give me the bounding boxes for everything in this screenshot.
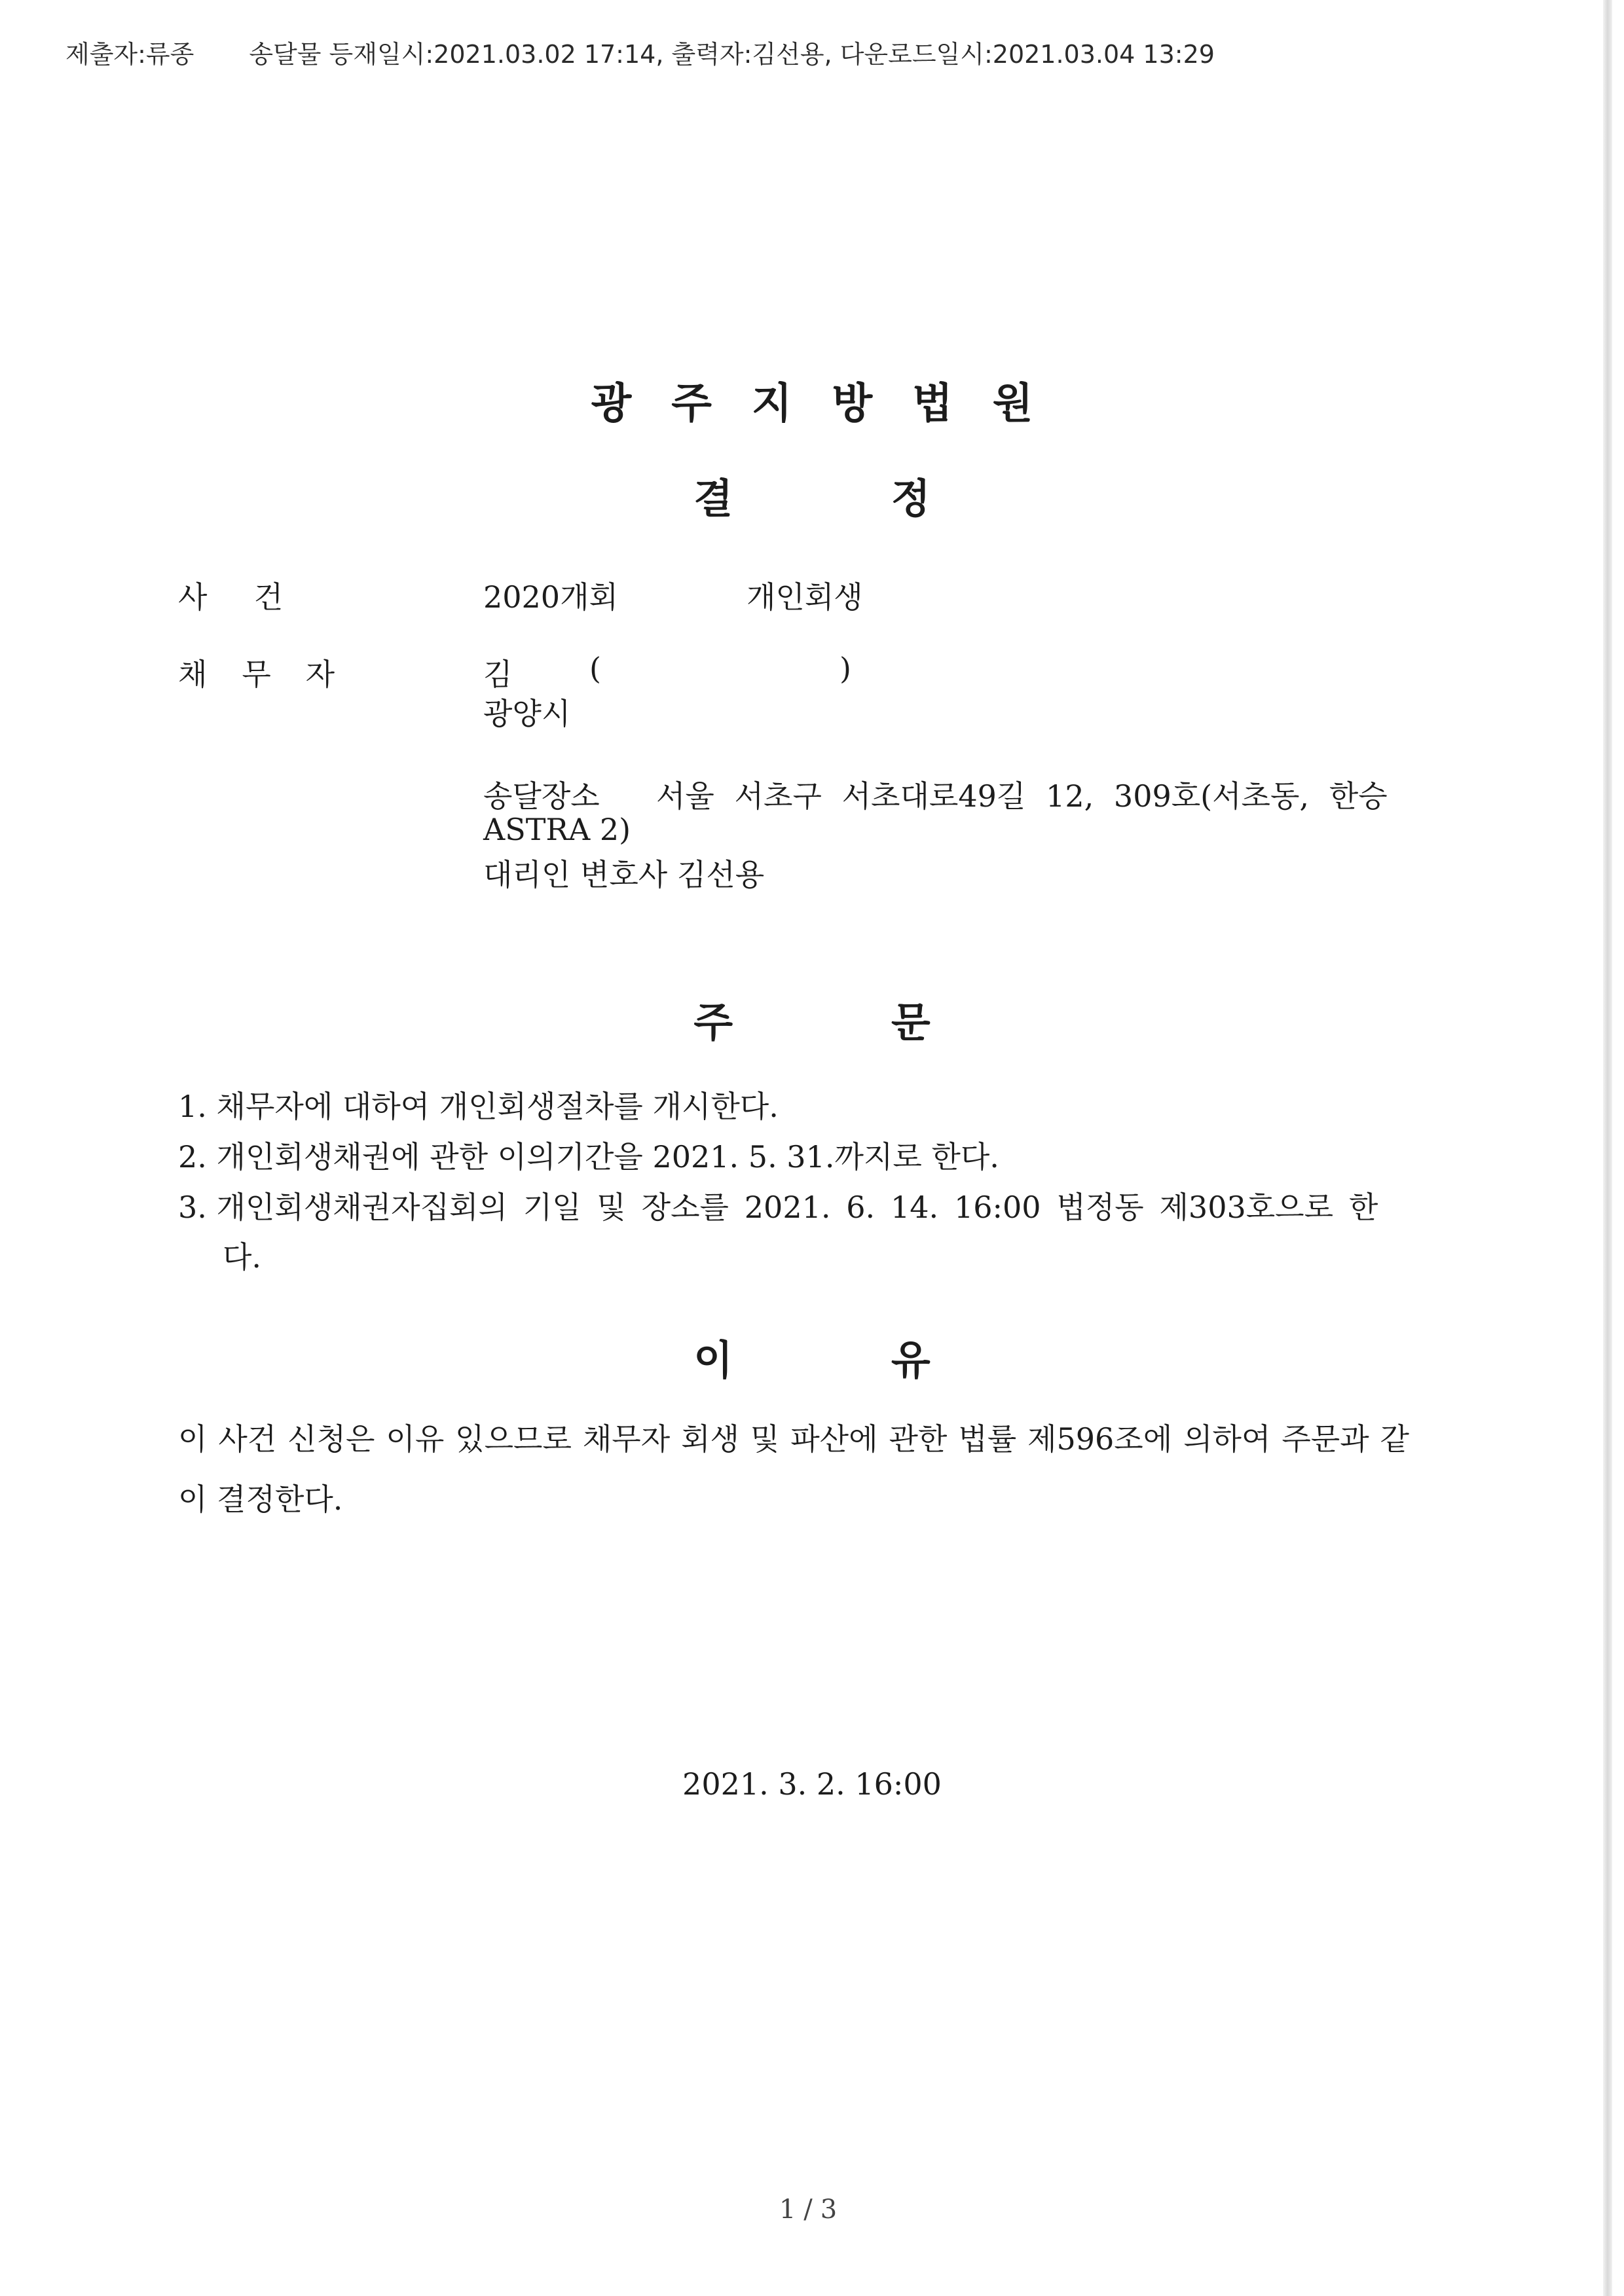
document-header bbox=[65, 34, 1215, 70]
order-item-number: 1. bbox=[178, 1089, 207, 1124]
agent-text: 대리인 변호사 김선용 bbox=[483, 857, 765, 892]
delivery-meta-text: 송달물 등재일시:2021.03.02 17:14, 출력자:김선용, 다운로드일시:2021.03.04 13:29 bbox=[249, 40, 1215, 69]
order-item-text: 개인회생채권에 관한 이의기간을 2021. 5. 31.까지로 한다. bbox=[216, 1139, 999, 1175]
order-item-number: 3. bbox=[178, 1190, 207, 1225]
reason-heading: 이유 bbox=[693, 1336, 1089, 1384]
delivery-address-line1: 서울 서초구 서초대로49길 12, 309호(서초동, 한승 bbox=[656, 778, 1388, 814]
order-item-3 bbox=[178, 1184, 1409, 1227]
order-item-3-continuation: 다. bbox=[223, 1239, 262, 1275]
page-number: 1/3 bbox=[779, 2195, 845, 2225]
debtor-name: 김 bbox=[483, 657, 513, 692]
order-item-text: 개인회생채권자집회의 기일 및 장소를 2021. 6. 14. 16:00 법정동 제303호으로 한 bbox=[216, 1190, 1378, 1225]
order-item-text: 채무자에 대하여 개인회생절차를 개시한다. bbox=[216, 1089, 779, 1124]
decision-date: 2021. 3. 2. 16:00 bbox=[682, 1766, 942, 1802]
reason-text: 이 사건 신청은 이유 있으므로 채무자 회생 및 파산에 관한 법률 제596조에 의하여 주문과 같이 결정한다. bbox=[178, 1421, 1409, 1517]
order-item-2 bbox=[178, 1133, 1409, 1176]
case-label: 사건 bbox=[178, 579, 330, 615]
order-item-number: 2. bbox=[178, 1139, 207, 1175]
case-type: 개인회생 bbox=[747, 579, 863, 615]
order-heading: 주문 bbox=[693, 998, 1089, 1046]
debtor-address: 광양시 bbox=[483, 696, 571, 731]
submitter-text: 제출자:류종 bbox=[65, 40, 194, 69]
debtor-label: 채무자 bbox=[178, 657, 370, 692]
delivery-label: 송달장소 bbox=[483, 778, 600, 814]
order-item-1 bbox=[178, 1083, 1409, 1126]
document-title: 결정 bbox=[693, 475, 1089, 522]
court-name: 광주지방법원 bbox=[591, 380, 1073, 428]
case-number: 2020개회 bbox=[483, 579, 618, 615]
delivery-address-line2: ASTRA 2) bbox=[483, 812, 631, 847]
debtor-paren-open: ( bbox=[589, 651, 601, 686]
scan-edge-shadow bbox=[1603, 0, 1612, 2296]
debtor-paren-close: ) bbox=[840, 651, 851, 686]
